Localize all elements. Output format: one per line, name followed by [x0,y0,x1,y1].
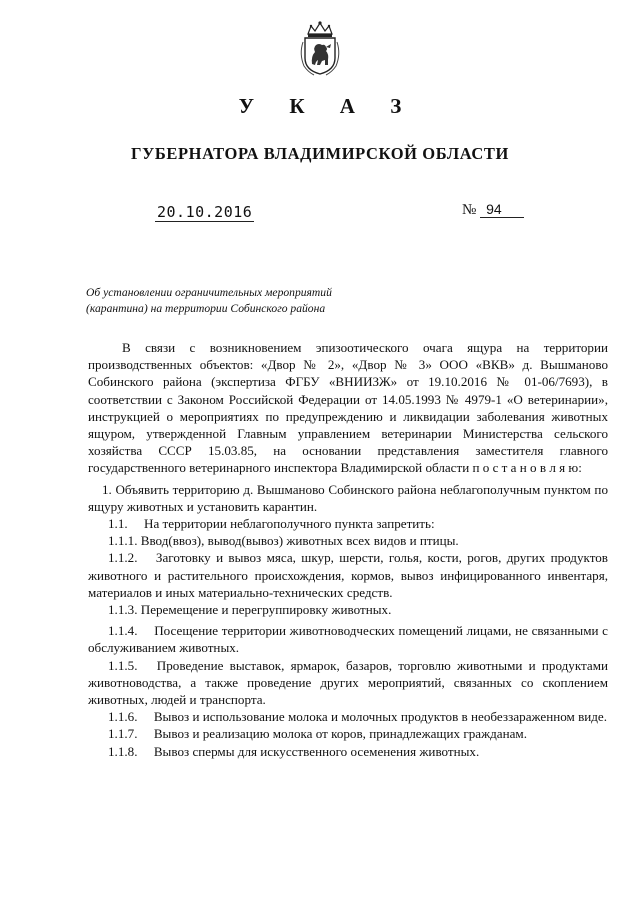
subject-line-2: (карантина) на территории Собинского района [86,302,326,315]
clause-1-1-1: 1.1.1. Ввод(ввоз), вывод(вывоз) животных всех видов и птицы. [108,533,459,549]
clause-1-1-5: 1.1.5. Проведение выставок, ярмарок, базаров, торговлю животными и продуктами животноводства, а также проведение других мероприятий, связанных со скоплением животных, людей и транспорта. [88,657,608,708]
decree-body [88,339,608,760]
decree-number [462,201,524,219]
issuer-heading: ГУБЕРНАТОРА ВЛАДИМИРСКОЙ ОБЛАСТИ [131,144,509,163]
preamble-paragraph: В связи с возникновением эпизоотического очага ящура на территории производственных объектов: «Двор № 2», «Двор № 3» ООО «ВКВ» д. Вышманово Собинского района (экспертиза ФГБУ «ВНИИЗЖ» от 19.10.2016 № 01-06/7693), в соответствии с Законом Российской Федерации от 14.05.1993 № 4979-1 «О ветеринарии», инструкцией о мероприятиях по предупреждению и ликвидации заболевания животных ящуром, утвержденной Главным управлением ветеринарии Министерства сельского хозяйства СССР 15.03.85, на основании представления заместителя главного государственного ветеринарного инспектора Владимирской области п о с т а н о в л я ю: [88,340,608,476]
subject-line-1: Об установлении ограничительных мероприятий [86,286,332,299]
clause-1-1-8: 1.1.8. Вывоз спермы для искусственного осеменения животных. [108,743,480,759]
clause-1-1-3: 1.1.3. Перемещение и перегруппировку животных. [108,602,392,618]
vladimir-region-coat-of-arms-icon [298,20,342,76]
clause-1-1-6: 1.1.6. Вывоз и использование молока и молочных продуктов в необеззараженном виде. [108,709,607,725]
clause-1-1-4: 1.1.4. Посещение территории животноводческих помещений лицами, не связанными с обслуживанием животных. [88,623,608,656]
number-label: № [462,202,477,218]
decree-subject [86,285,386,317]
decree-date: 20.10.2016 [157,203,253,221]
clause-1: 1. Объявить территорию д. Вышманово Собинского района неблагополучным пунктом по ящуру животных и установить карантин. [88,481,608,514]
clause-1-1: 1.1. На территории неблагополучного пункта запретить: [108,516,435,532]
decree-title: У К А З [238,94,417,118]
number-value: 94 [480,201,524,218]
clause-1-1-7: 1.1.7. Вывоз и реализацию молока от коров, принадлежащих гражданам. [108,726,527,742]
clause-1-1-2: 1.1.2. Заготовку и вывоз мяса, шкур, шерсти, голья, кости, рогов, других продуктов животного и растительного происхождения, кормов, вывоз инфицированного инвентаря, материалов и иных материально-технических средств. [88,550,608,600]
